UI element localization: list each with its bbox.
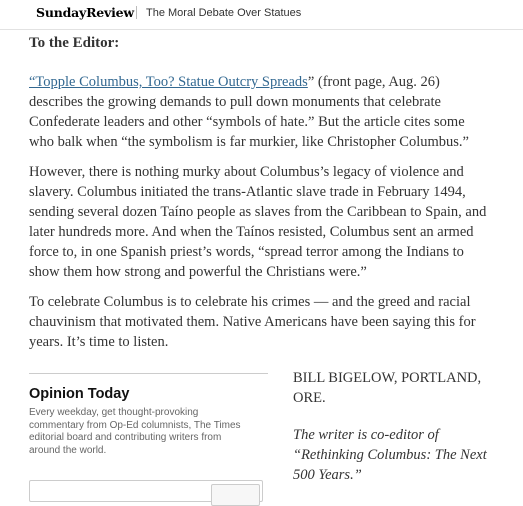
header-divider [136,6,137,19]
top-bar [0,0,523,30]
letter-paragraph-1 [29,72,491,152]
newsletter-signup-button[interactable] [211,484,260,506]
letter-paragraph-2: However, there is nothing murky about Columbus’s legacy of violence and slavery. Columbus initiated the trans-Atlantic slave trade in February 1494, sending several dozen Taíno people as slaves from the Caribbean to Spain, and later hundreds more. And when the Taínos resisted, Columbus sent an armed force to, in one Spanish priest’s words, “spread terror among the Indians to show them how strong and powerful the Christians were.” [29,164,487,280]
promo-description: Every weekday, get thought-provoking commentary from Op-Ed columnists, The Times editorial board and contributing writers from around the world. [29,407,241,456]
opinion-today-promo [29,373,268,486]
letter-heading: To the Editor: [29,35,120,51]
letter-signoff [293,368,493,485]
section-logo-link[interactable]: SundayReview [36,5,134,20]
letter-body [29,33,491,362]
article-title: The Moral Debate Over Statues [146,7,302,19]
letter-signature: BILL BIGELOW, PORTLAND, ORE. [293,370,482,406]
newsletter-email-input[interactable] [29,480,263,502]
letter-paragraph-3: To celebrate Columbus is to celebrate his crimes — and the greed and racial chauvinism that motivated them. Native Americans have been saying this for years. It’s time to listen. [29,294,476,350]
author-note: The writer is co-editor of “Rethinking Columbus: The Next 500 Years.” [293,427,487,483]
letter-paragraph-1-text: ” (front page, Aug. 26) describes the growing demands to pull down monuments that celebrate Confederate leaders and other “symbols of hate.” But the article cites some who balk when “the symbolism is far murkier, like Christopher Columbus.” [29,74,469,150]
topple-columbus-link[interactable]: “Topple Columbus, Too? Statue Outcry Spreads [29,74,308,90]
promo-title: Opinion Today [29,386,130,402]
